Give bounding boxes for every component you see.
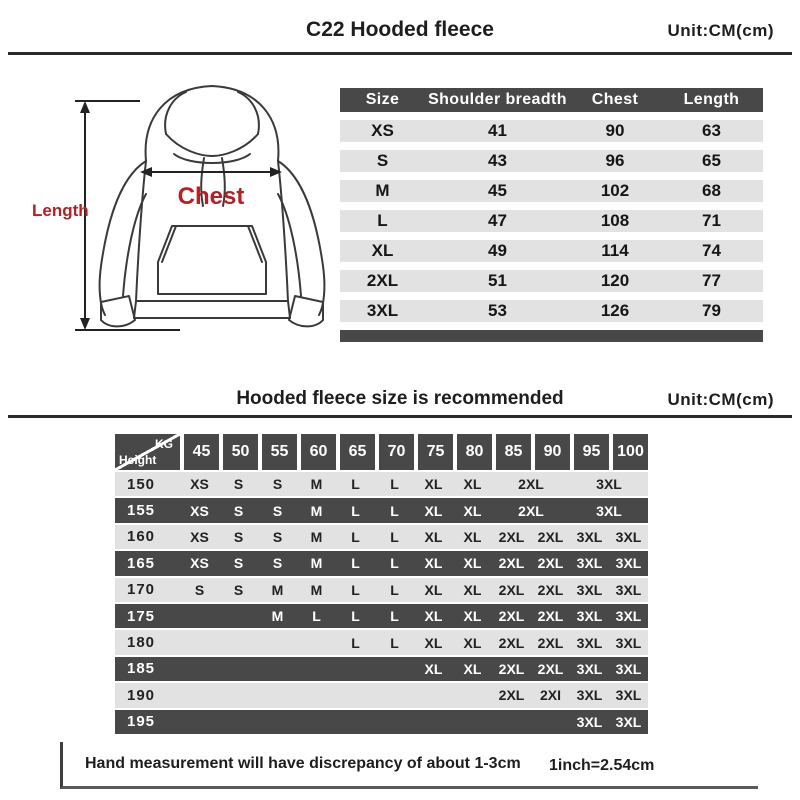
matrix-size-cell: L: [351, 634, 360, 651]
matrix-row: [115, 472, 648, 496]
hood-right-flap: [212, 134, 258, 156]
size-table-footer-bar: [340, 330, 763, 342]
matrix-weight-header: [115, 432, 648, 470]
matrix-size-cell: L: [390, 502, 399, 519]
size-cell: 90: [605, 121, 625, 140]
size-cell: 53: [488, 301, 507, 320]
matrix-height-cell: 190: [127, 686, 156, 704]
middle-divider: [8, 415, 792, 418]
size-col-header: Size: [365, 91, 400, 108]
right-sleeve-inner: [278, 194, 301, 296]
size-cell: 74: [702, 241, 721, 260]
weight-header-cell: 70: [379, 434, 414, 470]
pocket-outline: [158, 226, 266, 294]
size-row: [340, 120, 763, 142]
matrix-size-cell: L: [390, 608, 399, 625]
matrix-size-cell: 3XL: [576, 660, 603, 677]
size-cell: 49: [488, 241, 507, 260]
weight-header-cell: 90: [535, 434, 570, 470]
matrix-size-cell: XL: [463, 555, 482, 572]
size-col-header: Chest: [591, 91, 639, 108]
matrix-size-cell: XL: [463, 608, 482, 625]
matrix-size-cell: 2XI: [539, 687, 561, 704]
matrix-size-cell: 3XL: [576, 581, 603, 598]
weight-header-cell: 80: [457, 434, 492, 470]
size-cell: M: [375, 181, 390, 200]
size-col-header: Shoulder breadth: [428, 91, 567, 108]
matrix-size-cell: 2XL: [498, 660, 525, 677]
matrix-height-cell: 150: [127, 475, 156, 493]
weight-header-cell: 100: [613, 434, 648, 470]
matrix-size-cell: L: [351, 476, 360, 493]
size-cell: 65: [702, 151, 721, 170]
matrix-size-cell: M: [271, 581, 284, 598]
matrix-row: [115, 578, 648, 602]
size-cell: 71: [702, 211, 721, 230]
matrix-size-cell: 2XL: [498, 634, 525, 651]
size-row: [340, 240, 763, 262]
size-cell: XS: [371, 121, 394, 140]
matrix-size-cell: L: [351, 555, 360, 572]
size-cell: 43: [488, 151, 507, 170]
matrix-size-cell: 2XL: [537, 528, 564, 545]
matrix-size-cell: 3XL: [615, 660, 642, 677]
height-corner-label: Height: [119, 453, 157, 467]
matrix-corner-cell: [115, 434, 180, 470]
matrix-size-cell: 2XL: [498, 687, 525, 704]
hood-left-flap: [166, 134, 212, 156]
matrix-height-cell: 170: [127, 581, 156, 599]
matrix-size-cell: L: [390, 555, 399, 572]
unit-label-bottom: Unit:CM(cm): [667, 390, 774, 409]
matrix-size-cell: 3XL: [615, 687, 642, 704]
matrix-size-cell: XL: [463, 634, 482, 651]
matrix-size-cell: L: [351, 528, 360, 545]
matrix-size-cell: 2XL: [537, 634, 564, 651]
matrix-row: [115, 551, 648, 575]
matrix-size-cell: 3XL: [576, 634, 603, 651]
size-cell: 45: [488, 181, 507, 200]
matrix-rows: [115, 472, 648, 734]
matrix-size-cell: XS: [190, 528, 209, 545]
matrix-size-cell: XS: [190, 555, 209, 572]
size-col-header: Length: [683, 91, 740, 108]
weight-header-cell: 50: [223, 434, 258, 470]
matrix-size-cell: 2XL: [537, 581, 564, 598]
product-title: C22 Hooded fleece: [306, 18, 494, 41]
matrix-size-cell: L: [351, 502, 360, 519]
matrix-size-cell: XL: [424, 581, 443, 598]
matrix-size-cell: M: [271, 608, 284, 625]
size-table-rows: [340, 120, 763, 322]
matrix-size-cell: M: [310, 528, 323, 545]
matrix-size-cell: XL: [424, 555, 443, 572]
matrix-size-cell: XL: [424, 476, 443, 493]
matrix-size-cell: L: [390, 581, 399, 598]
hood-right-fold: [238, 92, 259, 134]
matrix-size-cell: XL: [463, 476, 482, 493]
matrix-size-cell: 2XL: [498, 555, 525, 572]
matrix-size-cell: S: [233, 502, 244, 519]
matrix-size-cell: 3XL: [615, 608, 642, 625]
matrix-size-cell: XL: [424, 634, 443, 651]
size-cell: L: [377, 211, 388, 230]
matrix-size-cell: 2XL: [537, 608, 564, 625]
weight-header-cell: 60: [301, 434, 336, 470]
weight-header-cell: 85: [496, 434, 531, 470]
matrix-size-cell: 2XL: [498, 528, 525, 545]
matrix-size-cell: 3XL: [576, 687, 603, 704]
matrix-size-cell: L: [312, 608, 321, 625]
matrix-size-cell: S: [272, 528, 283, 545]
body-right-edge: [278, 161, 288, 301]
matrix-size-cell: S: [233, 581, 244, 598]
matrix-row: [115, 683, 648, 707]
size-row: [340, 270, 763, 292]
matrix-size-cell: 3XL: [576, 713, 603, 730]
matrix-size-cell: L: [390, 476, 399, 493]
matrix-size-cell: XL: [463, 660, 482, 677]
matrix-size-cell: 3XL: [615, 581, 642, 598]
matrix-size-cell: XL: [424, 528, 443, 545]
matrix-row: [115, 525, 648, 549]
matrix-size-cell: XS: [190, 502, 209, 519]
size-cell: 41: [488, 121, 507, 140]
size-table-header: [340, 88, 763, 112]
matrix-size-cell: 2XL: [537, 660, 564, 677]
weight-header-cell: 75: [418, 434, 453, 470]
matrix-size-cell: 2XL: [537, 555, 564, 572]
matrix-size-cell: L: [351, 608, 360, 625]
matrix-size-cell: XL: [424, 608, 443, 625]
size-cell: 63: [702, 121, 721, 140]
matrix-size-cell: S: [233, 528, 244, 545]
inch-conversion: 1inch=2.54cm: [549, 757, 655, 774]
matrix-row: [115, 710, 648, 734]
size-row: [340, 210, 763, 232]
size-cell: 79: [702, 301, 721, 320]
length-label: Length: [32, 201, 89, 220]
size-cell: 120: [600, 271, 630, 290]
matrix-size-cell: M: [310, 581, 323, 598]
right-cuff: [289, 296, 323, 326]
matrix-size-cell: 3XL: [596, 502, 622, 519]
matrix-size-cell: XL: [424, 660, 443, 677]
weight-header-cell: 95: [574, 434, 609, 470]
size-cell: 3XL: [366, 301, 399, 320]
size-cell: 47: [488, 211, 507, 230]
size-cell: 96: [605, 151, 625, 170]
left-cuff: [101, 296, 135, 326]
hoodie-diagram: [30, 66, 340, 366]
matrix-height-cell: 165: [127, 554, 156, 572]
matrix-size-cell: 3XL: [576, 608, 603, 625]
matrix-size-cell: L: [390, 528, 399, 545]
matrix-size-cell: 2XL: [498, 581, 525, 598]
matrix-size-cell: S: [194, 581, 205, 598]
matrix-size-cell: 3XL: [576, 555, 603, 572]
matrix-size-cell: 3XL: [615, 713, 642, 730]
matrix-size-cell: M: [310, 555, 323, 572]
size-cell: 68: [702, 181, 721, 200]
matrix-height-cell: 180: [127, 634, 156, 652]
size-cell: 2XL: [366, 271, 399, 290]
measurement-note: Hand measurement will have discrepancy of about 1-3cm: [85, 755, 521, 772]
matrix-row: [115, 630, 648, 654]
size-cell: 77: [702, 271, 721, 290]
matrix-size-cell: M: [310, 502, 323, 519]
matrix-size-cell: S: [233, 555, 244, 572]
top-divider: [8, 52, 792, 55]
unit-label-top: Unit:CM(cm): [667, 21, 774, 40]
hood-left-fold: [165, 92, 186, 134]
matrix-size-cell: XL: [424, 502, 443, 519]
matrix-size-cell: XS: [190, 476, 209, 493]
matrix-size-cell: XL: [463, 581, 482, 598]
size-row: [340, 150, 763, 172]
chest-arrow: [140, 167, 282, 177]
recommend-title: Hooded fleece size is recommended: [236, 388, 564, 409]
matrix-height-cell: 195: [127, 713, 156, 731]
chest-label: Chest: [177, 183, 245, 210]
weight-header-cell: 45: [184, 434, 219, 470]
matrix-size-cell: 3XL: [615, 634, 642, 651]
size-cell: S: [376, 151, 389, 170]
matrix-size-cell: L: [390, 634, 399, 651]
matrix-size-cell: 2XL: [498, 608, 525, 625]
matrix-size-cell: 3XL: [615, 555, 642, 572]
matrix-size-cell: M: [310, 476, 323, 493]
matrix-size-cell: S: [272, 476, 283, 493]
matrix-size-cell: L: [351, 581, 360, 598]
size-cell: 114: [601, 241, 629, 260]
size-cell: 108: [600, 211, 630, 230]
matrix-row: [115, 657, 648, 681]
matrix-row: [115, 604, 648, 628]
weight-header-cell: 55: [262, 434, 297, 470]
matrix-size-cell: S: [272, 502, 283, 519]
kg-corner-label: KG: [155, 437, 173, 451]
matrix-size-cell: XL: [463, 528, 482, 545]
matrix-size-cell: 3XL: [615, 528, 642, 545]
size-cell: 102: [600, 181, 630, 200]
note-box: [60, 742, 758, 789]
size-cell: XL: [371, 241, 394, 260]
body-left-edge: [136, 161, 146, 301]
size-row: [340, 300, 763, 322]
matrix-size-cell: S: [272, 555, 283, 572]
weight-height-matrix: [115, 432, 648, 734]
matrix-height-cell: 155: [127, 502, 156, 520]
size-row: [340, 180, 763, 202]
left-sleeve-inner: [123, 194, 146, 296]
size-cell: 51: [488, 271, 507, 290]
matrix-size-cell: S: [233, 476, 244, 493]
matrix-size-cell: 2XL: [518, 502, 544, 519]
matrix-row: [115, 498, 648, 522]
matrix-size-cell: 2XL: [518, 476, 544, 493]
matrix-height-cell: 160: [127, 528, 156, 546]
size-cell: 126: [600, 301, 630, 320]
matrix-size-cell: 3XL: [576, 528, 603, 545]
matrix-size-cell: XL: [463, 502, 482, 519]
size-table: [340, 88, 763, 342]
matrix-height-cell: 175: [127, 607, 156, 625]
matrix-size-cell: 3XL: [596, 476, 622, 493]
matrix-height-cell: 185: [127, 660, 156, 678]
weight-header-cell: 65: [340, 434, 375, 470]
